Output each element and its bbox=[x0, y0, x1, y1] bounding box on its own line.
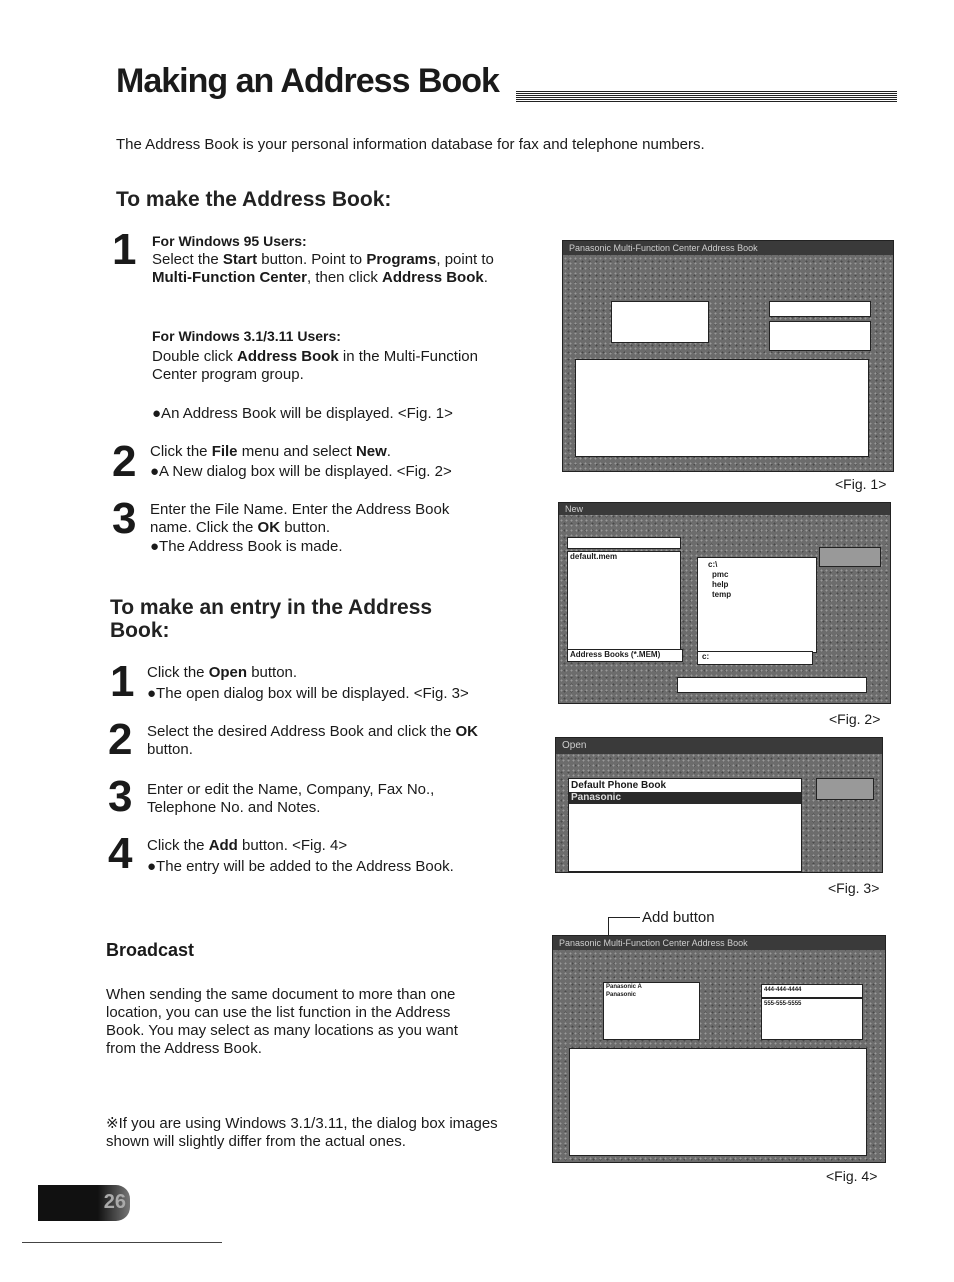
fig2-titlebar: New bbox=[559, 503, 890, 515]
fig4-fax-field bbox=[761, 984, 863, 998]
step-result: ●A New dialog box will be displayed. <Fig. 2> bbox=[150, 463, 452, 480]
step-number: 1 bbox=[110, 657, 135, 706]
fig2-input bbox=[677, 677, 867, 693]
fig4-notes-area bbox=[569, 1048, 867, 1156]
fig1-field bbox=[769, 301, 871, 317]
fig2-dir-item: temp bbox=[712, 590, 732, 599]
fig2-file-list bbox=[567, 551, 681, 653]
page-tab bbox=[38, 1185, 130, 1221]
fig2-filename-input bbox=[567, 537, 681, 549]
step-text: Click the File menu and select New. bbox=[150, 443, 391, 460]
fig1-notes-area bbox=[575, 359, 869, 457]
fig1-field bbox=[769, 321, 871, 351]
fig3-ok-button bbox=[816, 778, 874, 800]
add-button-callout: Add button bbox=[642, 909, 715, 926]
fig2-ok-button bbox=[819, 547, 881, 567]
fig2-drive-select: c: bbox=[697, 651, 813, 665]
fig3-list-item: Default Phone Book bbox=[571, 780, 667, 791]
step-text: Enter the File Name. Enter the Address Book name. Click the OK button. bbox=[150, 501, 450, 536]
win31-label: For Windows 3.1/3.11 Users: bbox=[152, 328, 341, 344]
fig2-filetype-select: Address Books (*.MEM) bbox=[567, 649, 683, 662]
step-result: ●The entry will be added to the Address Book. bbox=[147, 858, 454, 875]
step-number: 2 bbox=[108, 715, 133, 764]
footer-rule bbox=[22, 1242, 222, 1243]
fig2-dir-item: help bbox=[712, 580, 729, 589]
broadcast-body: When sending the same document to more than one location, you can use the list function in the Address Book. You may select as many locations as you want from the Address Book. bbox=[106, 986, 458, 1057]
title-rule bbox=[516, 91, 897, 102]
fig4-name-list bbox=[603, 982, 700, 1040]
fig4-phone-value: 555-555-5555 bbox=[764, 1001, 802, 1007]
fig4-titlebar: Panasonic Multi-Function Center Address Book bbox=[553, 936, 885, 950]
step-number: 2 bbox=[112, 437, 137, 486]
page-number: 26 bbox=[103, 1191, 126, 1213]
fig1-titlebar: Panasonic Multi-Function Center Address Book bbox=[563, 241, 893, 255]
section1-heading: To make the Address Book: bbox=[116, 188, 392, 211]
fig3-list-item-selected: Panasonic bbox=[569, 792, 801, 804]
fig1-name-list bbox=[611, 301, 709, 343]
step-number: 3 bbox=[112, 494, 137, 543]
step-text: Select the desired Address Book and click the OK button. bbox=[147, 723, 479, 758]
fig4-fax-value: 444-444-4444 bbox=[764, 987, 802, 993]
section2-heading: To make an entry in the Address Book: bbox=[110, 596, 433, 642]
step-number: 3 bbox=[108, 772, 133, 821]
fig2-dir-item: pmc bbox=[712, 570, 729, 579]
fig3-titlebar: Open bbox=[556, 738, 882, 754]
fig4-caption: <Fig. 4> bbox=[826, 1168, 878, 1184]
win31-instructions: Double click Address Book in the Multi-Function Center program group. bbox=[152, 348, 478, 383]
step-text: Click the Open button. bbox=[147, 664, 298, 681]
fig1-caption: <Fig. 1> bbox=[835, 476, 887, 492]
fig4-name-item: Panasonic A bbox=[606, 984, 642, 990]
fig3-screenshot bbox=[555, 737, 883, 873]
intro-text: The Address Book is your personal information database for fax and telephone numbers. bbox=[116, 136, 705, 153]
step-text: Click the Add button. <Fig. 4> bbox=[147, 837, 348, 854]
fig2-file-item: default.mem bbox=[570, 552, 618, 561]
fig1-screenshot bbox=[562, 240, 894, 472]
broadcast-heading: Broadcast bbox=[106, 940, 195, 960]
fig4-screenshot bbox=[552, 935, 886, 1163]
fig4-name-item: Panasonic bbox=[606, 992, 637, 998]
fig2-caption: <Fig. 2> bbox=[829, 711, 881, 727]
fig4-phone-field bbox=[761, 998, 863, 1040]
step-result: ●The open dialog box will be displayed. <Fig. 3> bbox=[147, 685, 469, 702]
fig2-dir-list bbox=[697, 557, 817, 653]
page-title: Making an Address Book bbox=[116, 62, 499, 100]
callout-line bbox=[608, 917, 640, 918]
fig3-book-list bbox=[568, 778, 802, 872]
step-number: 1 bbox=[112, 225, 137, 274]
win95-instructions: Select the Start button. Point to Programs, point to Multi-Function Center, then click Address Book. bbox=[152, 251, 494, 286]
fig2-dir-item: c:\ bbox=[708, 560, 718, 569]
win95-label: For Windows 95 Users: bbox=[152, 233, 307, 249]
windows-note: ※If you are using Windows 3.1/3.11, the dialog box images shown will slightly differ from the actual ones. bbox=[106, 1115, 498, 1150]
fig2-screenshot bbox=[558, 502, 891, 704]
step-number: 4 bbox=[108, 829, 133, 878]
step-result: ●An Address Book will be displayed. <Fig. 1> bbox=[152, 405, 453, 422]
step-result: ●The Address Book is made. bbox=[150, 538, 343, 555]
step-text: Enter or edit the Name, Company, Fax No., Telephone No. and Notes. bbox=[147, 781, 435, 816]
fig3-caption: <Fig. 3> bbox=[828, 880, 880, 896]
